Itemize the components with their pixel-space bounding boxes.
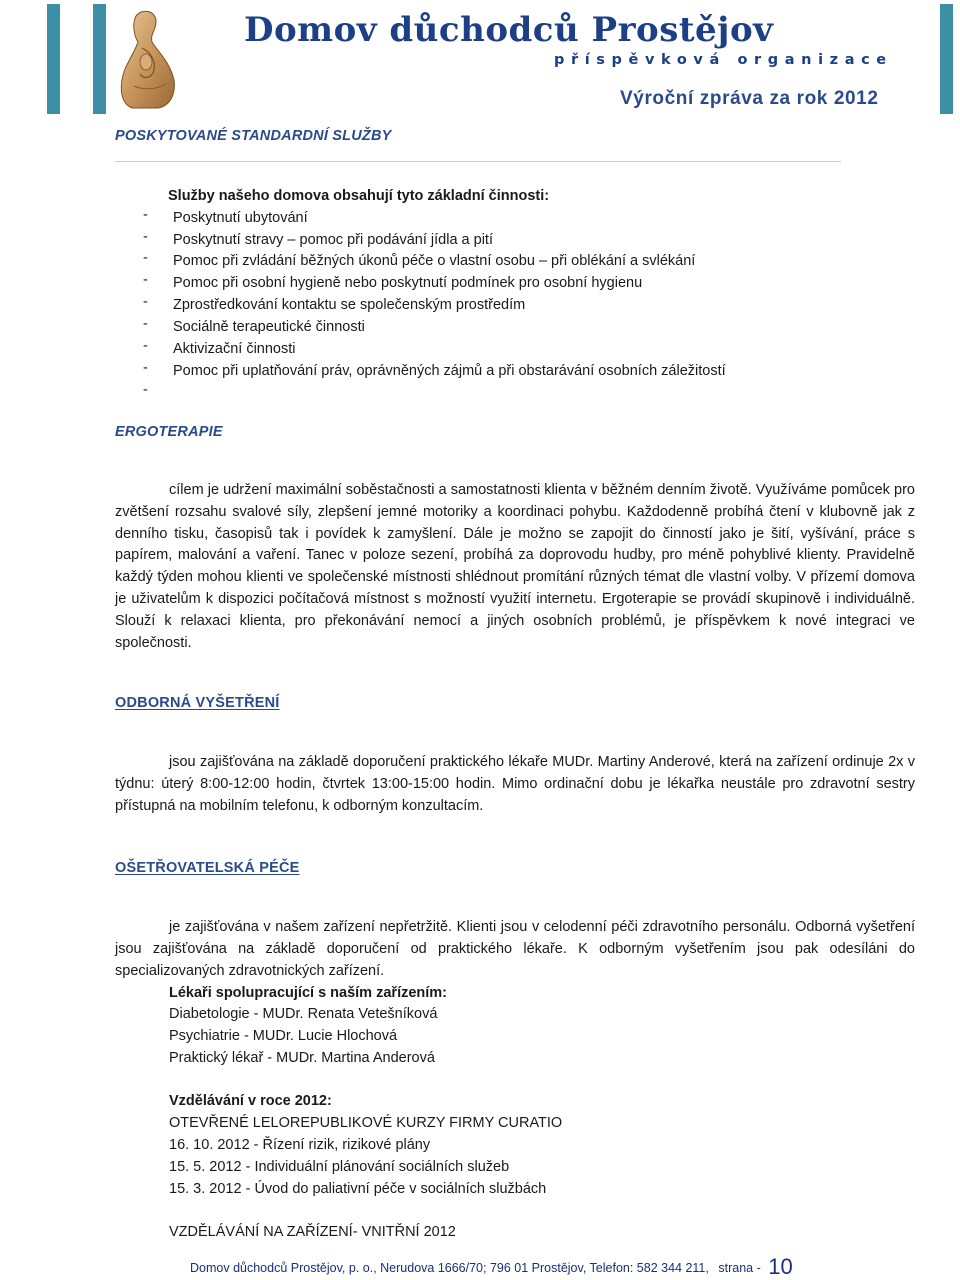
- list-item: Sociálně terapeutické činnosti: [173, 319, 365, 335]
- doctor-item: Psychiatrie - MUDr. Lucie Hlochová: [169, 1028, 398, 1044]
- report-title: Výroční zpráva za rok 2012: [620, 88, 879, 109]
- ergotherapy-text: cílem je udržení maximální soběstačnosti a samostatnosti klienta v běžném denním životě. Využíváme pomůcek pro zvětšení rozsahu svalové síly, zlepšení jemné motoriky a koordinaci pohybu. Každodenně probíhá čtení v klubovně jak z denního tisku, časopisů tak i povídek k zamyšlení. Dále je možno se zapojit do činností jako je šití, vyšívání, práce s papírem, malování a vaření. Tanec v poloze sezení, probíhá za doprovodu hudby, pro méně pohyblivé klienty. Pravidelně každý týden mohou klienti ve společenské místnosti shlédnout promítání různých témat dle vlastní volby. V přízemí domova je uživatelům k dispozici počítačová místnost s možností využití internetu. Ergoterapie se provádí skupinově i individuálně. Slouží k relaxaci klienta, pro překonávání nemocí a jiných osobních problémů, je příspěvkem k nové integraci ve společnosti.: [115, 482, 915, 651]
- services-title: POSKYTOVANÉ STANDARDNÍ SLUŽBY: [115, 128, 392, 144]
- madonna-statue-logo-icon: [112, 8, 184, 110]
- list-dash: -: [143, 250, 148, 266]
- examinations-text: jsou zajišťována na základě doporučení praktického lékaře MUDr. Martiny Anderové, která na zařízení ordinuje 2x v týdnu: úterý 8:00-12:00 hodin, čtvrtek 13:00-15:00 hodin. Mimo ordinační dobu je lékařka neustále pro zdravotní sestry přístupná na mobilním telefonu, k odborným konzultacím.: [115, 754, 915, 814]
- list-dash: -: [143, 382, 148, 398]
- list-dash: -: [143, 272, 148, 288]
- list-dash: -: [143, 338, 148, 354]
- doctor-item: Praktický lékař - MUDr. Martina Anderová: [169, 1050, 435, 1066]
- nursing-text: je zajišťována v našem zařízení nepřetržitě. Klienti jsou v celodenní péči zdravotního personálu. Odborná vyšetření jsou zajišťována na základě doporučení od praktického lékaře. K odborným vyšetřením jsou pak odesíláni do specializovaných zdravotnických zařízení.: [115, 919, 915, 979]
- list-dash: -: [143, 360, 148, 376]
- footer-page-label: strana -: [718, 1261, 761, 1275]
- examinations-title: ODBORNÁ VYŠETŘENÍ: [115, 695, 280, 711]
- list-item: Poskytnutí stravy – pomoc při podávání jídla a pití: [173, 232, 493, 248]
- organization-subtitle: příspěvková organizace: [554, 52, 893, 68]
- list-item: Aktivizační činnosti: [173, 341, 296, 357]
- education-item: OTEVŘENÉ LELOREPUBLIKOVÉ KURZY FIRMY CURATIO: [169, 1115, 563, 1131]
- examinations-paragraph: [115, 752, 915, 817]
- education-item: 15. 3. 2012 - Úvod do paliativní péče v sociálních službách: [169, 1181, 547, 1197]
- header-accent-bar-left: [47, 4, 60, 114]
- header-accent-bar-right: [940, 4, 953, 114]
- education-item: 16. 10. 2012 - Řízení rizik, rizikové plány: [169, 1137, 431, 1153]
- ergotherapy-title: ERGOTERAPIE: [115, 424, 223, 440]
- list-item: Pomoc při uplatňování práv, oprávněných zájmů a při obstarávání osobních záležitostí: [173, 363, 726, 379]
- organization-name: Domov důchodců Prostějov: [244, 10, 774, 50]
- nursing-title: OŠETŘOVATELSKÁ PÉČE: [115, 860, 300, 876]
- header-accent-bar-middle: [93, 4, 106, 114]
- page-footer: [190, 1254, 793, 1280]
- services-intro: Služby našeho domova obsahují tyto základní činnosti:: [168, 188, 550, 204]
- list-item: Zprostředkování kontaktu se společenským prostředím: [173, 297, 526, 313]
- nursing-paragraph: [115, 917, 915, 982]
- education-item: 15. 5. 2012 - Individuální plánování sociálních služeb: [169, 1159, 510, 1175]
- doctors-heading: Lékaři spolupracující s naším zařízením:: [169, 985, 448, 1001]
- list-item: Pomoc při osobní hygieně nebo poskytnutí podmínek pro osobní hygienu: [173, 275, 643, 291]
- page-number: 10: [768, 1254, 793, 1279]
- list-dash: -: [143, 207, 148, 223]
- list-dash: -: [143, 229, 148, 245]
- list-dash: -: [143, 294, 148, 310]
- education-heading: Vzdělávání v roce 2012:: [169, 1093, 332, 1109]
- footer-address: Domov důchodců Prostějov, p. o., Nerudova 1666/70; 796 01 Prostějov, Telefon: 582 344 211,: [190, 1261, 709, 1275]
- list-dash: -: [143, 316, 148, 332]
- section-divider: [115, 161, 841, 162]
- list-item: Poskytnutí ubytování: [173, 210, 308, 226]
- ergotherapy-paragraph: [115, 480, 915, 654]
- list-item: Pomoc při zvládání běžných úkonů péče o vlastní osobu – při oblékání a svlékání: [173, 253, 696, 269]
- internal-education-heading: VZDĚLÁVÁNÍ NA ZAŘÍZENÍ- VNITŘNÍ 2012: [169, 1224, 456, 1240]
- doctor-item: Diabetologie - MUDr. Renata Vetešníková: [169, 1006, 438, 1022]
